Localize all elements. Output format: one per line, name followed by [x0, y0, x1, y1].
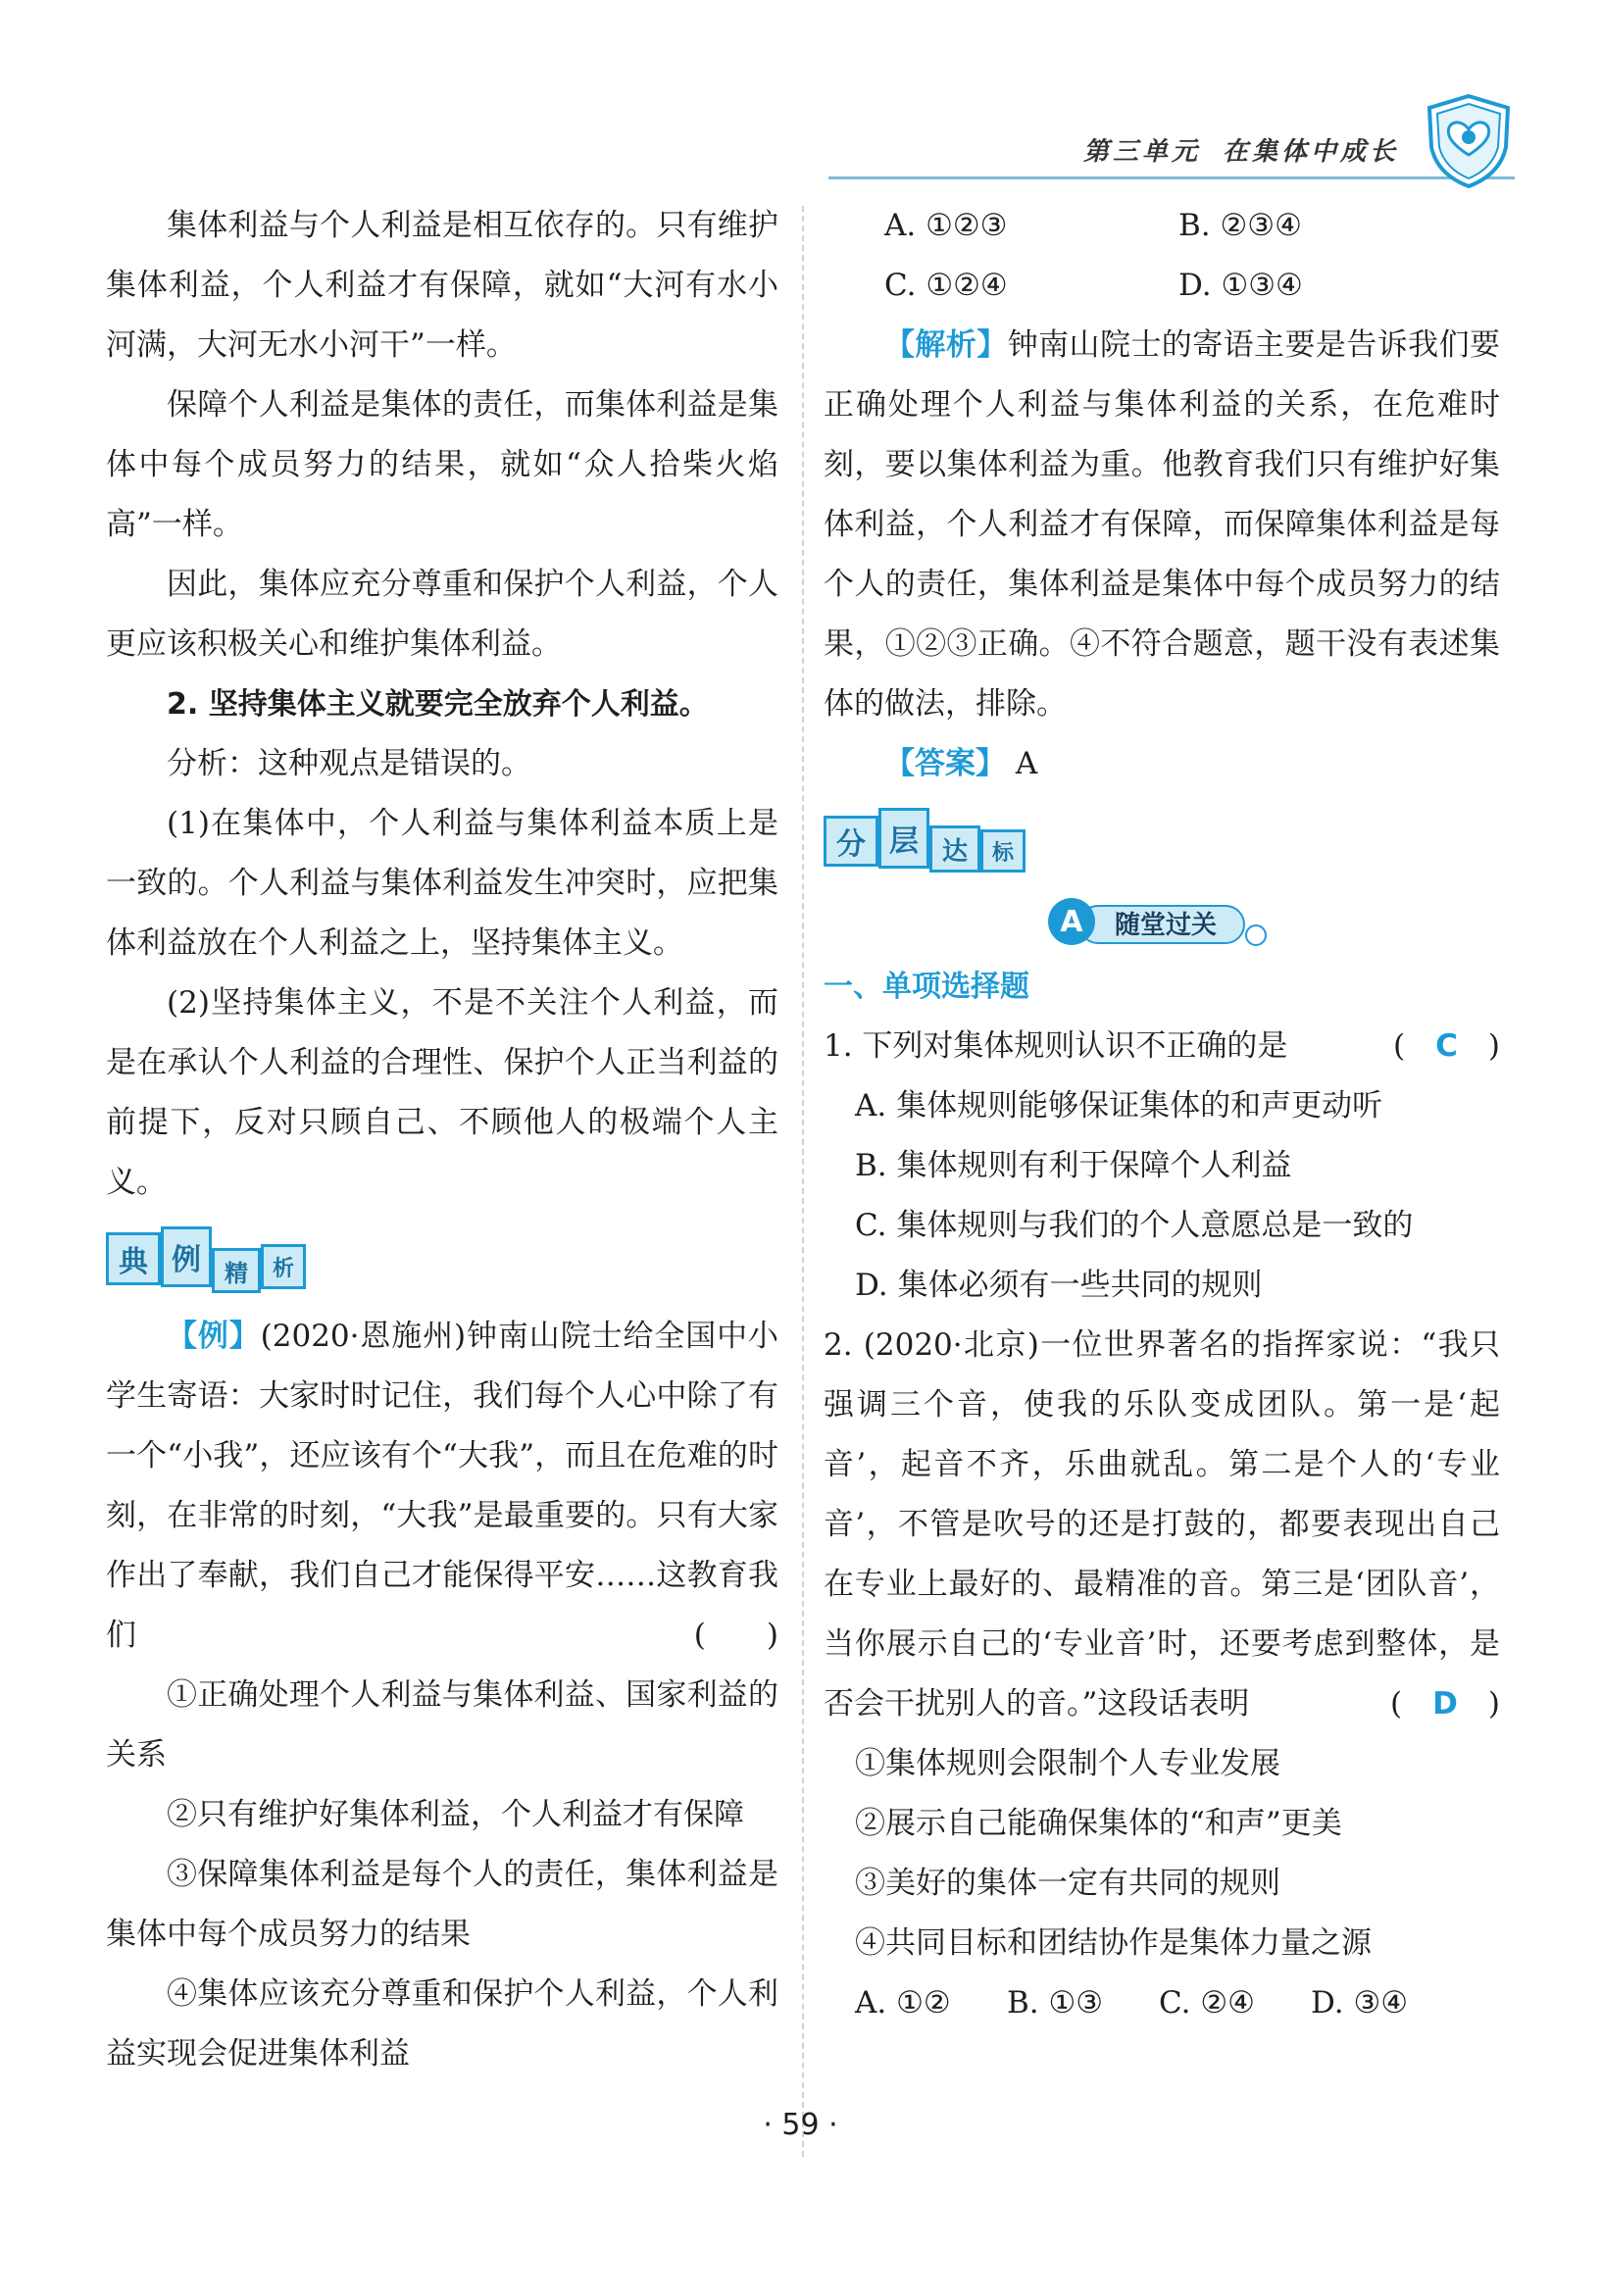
paragraph: 集体利益与个人利益是相互依存的。只有维护集体利益，个人利益才有保障，就如“大河有水小河满，大河无水小河干”一样。	[106, 208, 778, 363]
answer-value: A	[1015, 746, 1038, 781]
title-char: 标	[980, 829, 1026, 873]
badge-text: 随堂过关	[1114, 911, 1218, 940]
analysis-tag: 【解析】	[884, 327, 1008, 363]
statement-item: ④共同目标和团结协作是集体力量之源	[855, 1925, 1372, 1961]
title-char: 析	[261, 1244, 306, 1289]
option: B. ①③	[1007, 1985, 1104, 2021]
option: C. ①②④	[884, 268, 1008, 303]
page-number: · 59 ·	[763, 2108, 838, 2142]
shield-logo-icon	[1422, 92, 1516, 190]
running-header	[1083, 131, 1399, 168]
title-char: 典	[106, 1232, 161, 1285]
answer-block	[824, 734, 1500, 794]
example-question	[106, 1307, 778, 1666]
answer-letter: C	[1435, 1028, 1458, 1064]
analysis-text: 分析：这种观点是错误的。	[167, 746, 531, 781]
question-stem	[824, 1017, 1500, 1076]
option-row	[824, 196, 1500, 256]
option: B. ②③④	[1178, 208, 1302, 243]
statement-item: ②只有维护好集体利益，个人利益才有保障	[167, 1797, 744, 1832]
title-char: 例	[161, 1226, 212, 1287]
option-row	[824, 1973, 1500, 2033]
badge-letter: A	[1060, 905, 1083, 939]
statement-item: ①正确处理个人利益与集体利益、国家利益的关系	[106, 1677, 778, 1772]
paragraph: 保障个人利益是集体的责任，而集体利益是集体中每个成员努力的结果，就如“众人拾柴火焰高”一样。	[106, 387, 778, 542]
header-title: 在集体中成长	[1223, 137, 1400, 167]
column-divider	[802, 206, 804, 2157]
option: B. 集体规则有利于保障个人利益	[855, 1148, 1292, 1183]
section-heading: 一、单项选择题	[824, 970, 1029, 1004]
option: D. 集体必须有一些共同的规则	[855, 1268, 1263, 1303]
question-2	[824, 1316, 1500, 2033]
answer-paren: ( D )	[1390, 1686, 1500, 1722]
header-unit: 第三单元	[1083, 137, 1202, 167]
option: A. ①②	[855, 1985, 951, 2021]
option: C. ②④	[1159, 1985, 1255, 2021]
answer-tag: 【答案】	[884, 746, 1006, 781]
option: C. 集体规则与我们的个人意愿总是一致的	[855, 1208, 1414, 1243]
title-char: 层	[878, 808, 929, 869]
example-tag: 【例】	[167, 1319, 261, 1354]
option: D. ①③④	[1178, 268, 1303, 303]
answer-paren: ( C )	[1393, 1028, 1500, 1064]
option: A. ①②③	[884, 208, 1008, 243]
statement-item: ②展示自己能确保集体的“和声”更美	[855, 1806, 1342, 1841]
point-one: (1)在集体中，个人利益与集体利益本质上是一致的。个人利益与集体利益发生冲突时，应把集体利益放在个人利益之上，坚持集体主义。	[106, 806, 778, 961]
statement-item: ④集体应该充分尊重和保护个人利益，个人利益实现会促进集体利益	[106, 1976, 778, 2071]
option: D. ③④	[1311, 1985, 1409, 2021]
statement-item: ①集体规则会限制个人专业发展	[855, 1746, 1280, 1781]
example-text: (2020·恩施州)钟南山院士给全国中小学生寄语：大家时时记住，我们每个人心中除了有一个“小我”，还应该有个“大我”，而且在危难的时刻，在非常的时刻，“大我”是最重要的。只有大家作出了奉献，我们自己才能保得平安……这教育我们	[106, 1319, 779, 1653]
header-rule	[828, 176, 1515, 179]
right-column	[824, 196, 1500, 2033]
class-pass-badge	[1034, 892, 1289, 951]
analysis-text: 钟南山院士的寄语主要是告诉我们要正确处理个人利益与集体利益的关系，在危难时刻，要以集体利益为重。他教育我们只有维护好集体利益，个人利益才有保障，而保障集体利益是每个人的责任，集体利益是集体中每个成员努力的结果，①②③正确。④不符合题意，题干没有表述集体的做法，排除。	[824, 327, 1501, 722]
point-heading: 2. 坚持集体主义就要完全放弃个人利益。	[167, 687, 709, 722]
answer-paren: ( )	[693, 1618, 778, 1653]
question-1	[824, 1017, 1500, 1316]
statement-item: ③保障集体利益是每个人的责任，集体利益是集体中每个成员努力的结果	[106, 1857, 778, 1952]
title-char: 分	[824, 816, 878, 867]
point-two: (2)坚持集体主义，不是不关注个人利益，而是在承认个人利益的合理性、保护个人正当利益的前提下，反对只顾自己、不顾他人的极端个人主义。	[106, 985, 778, 1200]
option-row	[824, 256, 1500, 316]
statement-item: ③美好的集体一定有共同的规则	[855, 1866, 1280, 1901]
left-column	[106, 196, 778, 2084]
paragraph: 因此，集体应充分尊重和保护个人利益，个人更应该积极关心和维护集体利益。	[106, 567, 778, 662]
answer-letter: D	[1432, 1686, 1458, 1722]
section-title-example-analysis	[106, 1226, 778, 1297]
title-char: 精	[212, 1248, 261, 1293]
question-text: 2. (2020·北京)一位世界著名的指挥家说：“我只强调三个音，使我的乐队变成团队。第一是‘起音’，起音不齐，乐曲就乱。第二是个人的‘专业音’，不管是吹号的还是打鼓的，都要表现出自己在专业上最好的、最精准的音。第三是‘团队音’，当你展示自己的‘专业音’时，还要考虑到整体，是否会干扰别人的音。”这段话表明	[824, 1327, 1500, 1722]
title-char: 达	[929, 825, 980, 873]
section-title-level-practice	[824, 808, 1500, 878]
question-text: 1. 下列对集体规则认识不正确的是	[824, 1028, 1288, 1064]
question-stem	[824, 1316, 1500, 1734]
analysis-block	[824, 316, 1500, 734]
option: A. 集体规则能够保证集体的和声更动听	[855, 1088, 1383, 1123]
